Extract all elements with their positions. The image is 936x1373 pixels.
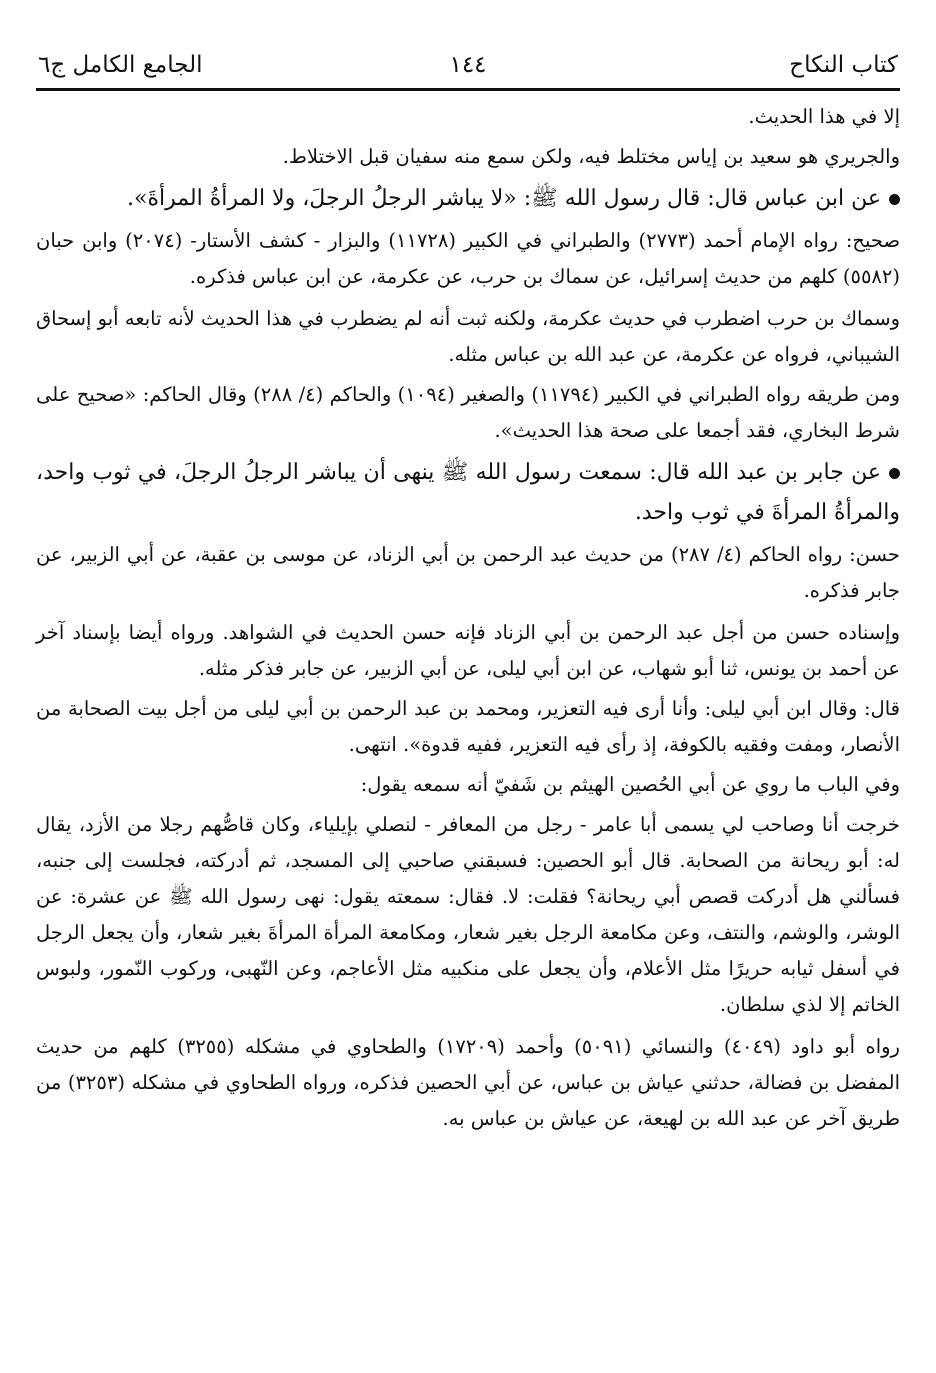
page-header xyxy=(36,40,900,91)
bullet-icon xyxy=(889,194,900,205)
paragraph-abu-rayhana-narration: خرجت أنا وصاحب لي يسمى أبا عامر - رجل من المعافر - لنصلي بإيلياء، وكان قاصُّهم رجلا من الأزد، يقال له: أبو ريحانة من الصحابة. قال أبو الحصين: فسبقني صاحبي إلى المسجد، ثم أدركته، فجلست إلى جنبه، فسألني هل أدركت قصص أبي ريحانة؟ فقلت: لا. فقال: سمعته يقول: نهى رسول الله ﷺ عن عشرة: عن الوشر، والوشم، والنتف، وعن مكامعة الرجل بغير شعار، ومكامعة المرأة المرأةَ بغير شعار، وأن يجعل الرجل في أسفل ثيابه حريرًا مثل الأعلام، وأن يجعل على منكبيه مثل الأعاجم، وعن النّهبى، وركوب النّمور، ولبوس الخاتم إلا لذي سلطان. xyxy=(36,813,900,1016)
bullet-icon xyxy=(889,468,900,479)
paragraph-jariri-note: والجريري هو سعيد بن إياس مختلط فيه، ولكن سمع منه سفيان قبل الاختلاط. xyxy=(282,145,900,168)
paragraph-continuation: إلا في هذا الحديث. xyxy=(748,105,900,128)
paragraph-takhrij-1: صحيح: رواه الإمام أحمد (٢٧٧٣) والطبراني في الكبير (١١٧٢٨) والبزار - كشف الأستار- (٢٠٧٤) وابن حبان (٥٥٨٢) كلهم من حديث إسرائيل، عن سماك بن حرب، عن عكرمة، عن ابن عباس فذكره. xyxy=(36,229,901,288)
paragraph-ibn-abi-layla: قال: وقال ابن أبي ليلى: وأنا أرى فيه التعزير، ومحمد بن عبد الرحمن بن أبي ليلى من أجل بيت الصحابة من الأنصار، ومفت وفقيه بالكوفة، إذ رأى فيه التعزير، ففيه قدوة». انتهى. xyxy=(36,697,900,756)
page-number: ١٤٤ xyxy=(449,52,487,78)
paragraph-takhrij-2: حسن: رواه الحاكم (٤/ ٢٨٧) من حديث عبد الرحمن بن أبي الزناد، عن موسى بن عقبة، عن أبي الزبير، عن جابر فذكره. xyxy=(36,543,900,602)
paragraph-isnad-note: وإسناده حسن من أجل عبد الرحمن بن أبي الزناد فإنه حسن الحديث في الشواهد. ورواه أيضا بإسناد آخر عن أحمد بن يونس، ثنا أبو شهاب، عن ابن أبي ليلى، عن أبي الزبير، عن جابر فذكر مثله. xyxy=(36,621,900,680)
paragraph-takhrij-3: رواه أبو داود (٤٠٤٩) والنسائي (٥٠٩١) وأحمد (١٧٢٠٩) والطحاوي في مشكله (٣٢٥٥) كلهم من حديث المفضل بن فضالة، حدثني عياش بن عباس، عن أبي الحصين فذكره، ورواه الطحاوي في مشكله (٣٢٥٣) من طريق آخر عن عبد الله بن لهيعة، عن عياش بن عباس به. xyxy=(36,1035,900,1130)
hadith-jabir xyxy=(36,453,900,533)
hadith-text: عن جابر بن عبد الله قال: سمعت رسول الله ﷺ ينهى أن يباشر الرجلُ الرجلَ، في ثوب واحد، والمرأةُ المرأةَ في ثوب واحد. xyxy=(36,460,900,525)
hadith-text: عن ابن عباس قال: قال رسول الله ﷺ: «لا يباشر الرجلُ الرجلَ، ولا المرأةُ المرأةَ». xyxy=(126,186,881,211)
paragraph-fil-bab: وفي الباب ما روي عن أبي الحُصين الهيثم بن شَفيّ أنه سمعه يقول: xyxy=(360,773,900,796)
book-page xyxy=(36,40,900,1353)
page-body xyxy=(36,91,900,1137)
hadith-ibn-abbas xyxy=(36,179,900,219)
paragraph-tabarani-note: ومن طريقه رواه الطبراني في الكبير (١١٧٩٤) والصغير (١٠٩٤) والحاكم (٤/ ٢٨٨) وقال الحاكم: «صحيح على شرط البخاري، فقد أجمعا على صحة هذا الحديث». xyxy=(36,383,900,442)
paragraph-simak-note: وسماك بن حرب اضطرب في حديث عكرمة، ولكنه ثبت أنه لم يضطرب في هذا الحديث لأنه تابعه أبو إسحاق الشيباني، فرواه عن عكرمة، عن عبد الله بن عباس مثله. xyxy=(36,307,900,366)
collection-title: الجامع الكامل ج٦ xyxy=(38,52,203,78)
book-title: كتاب النكاح xyxy=(789,52,898,78)
